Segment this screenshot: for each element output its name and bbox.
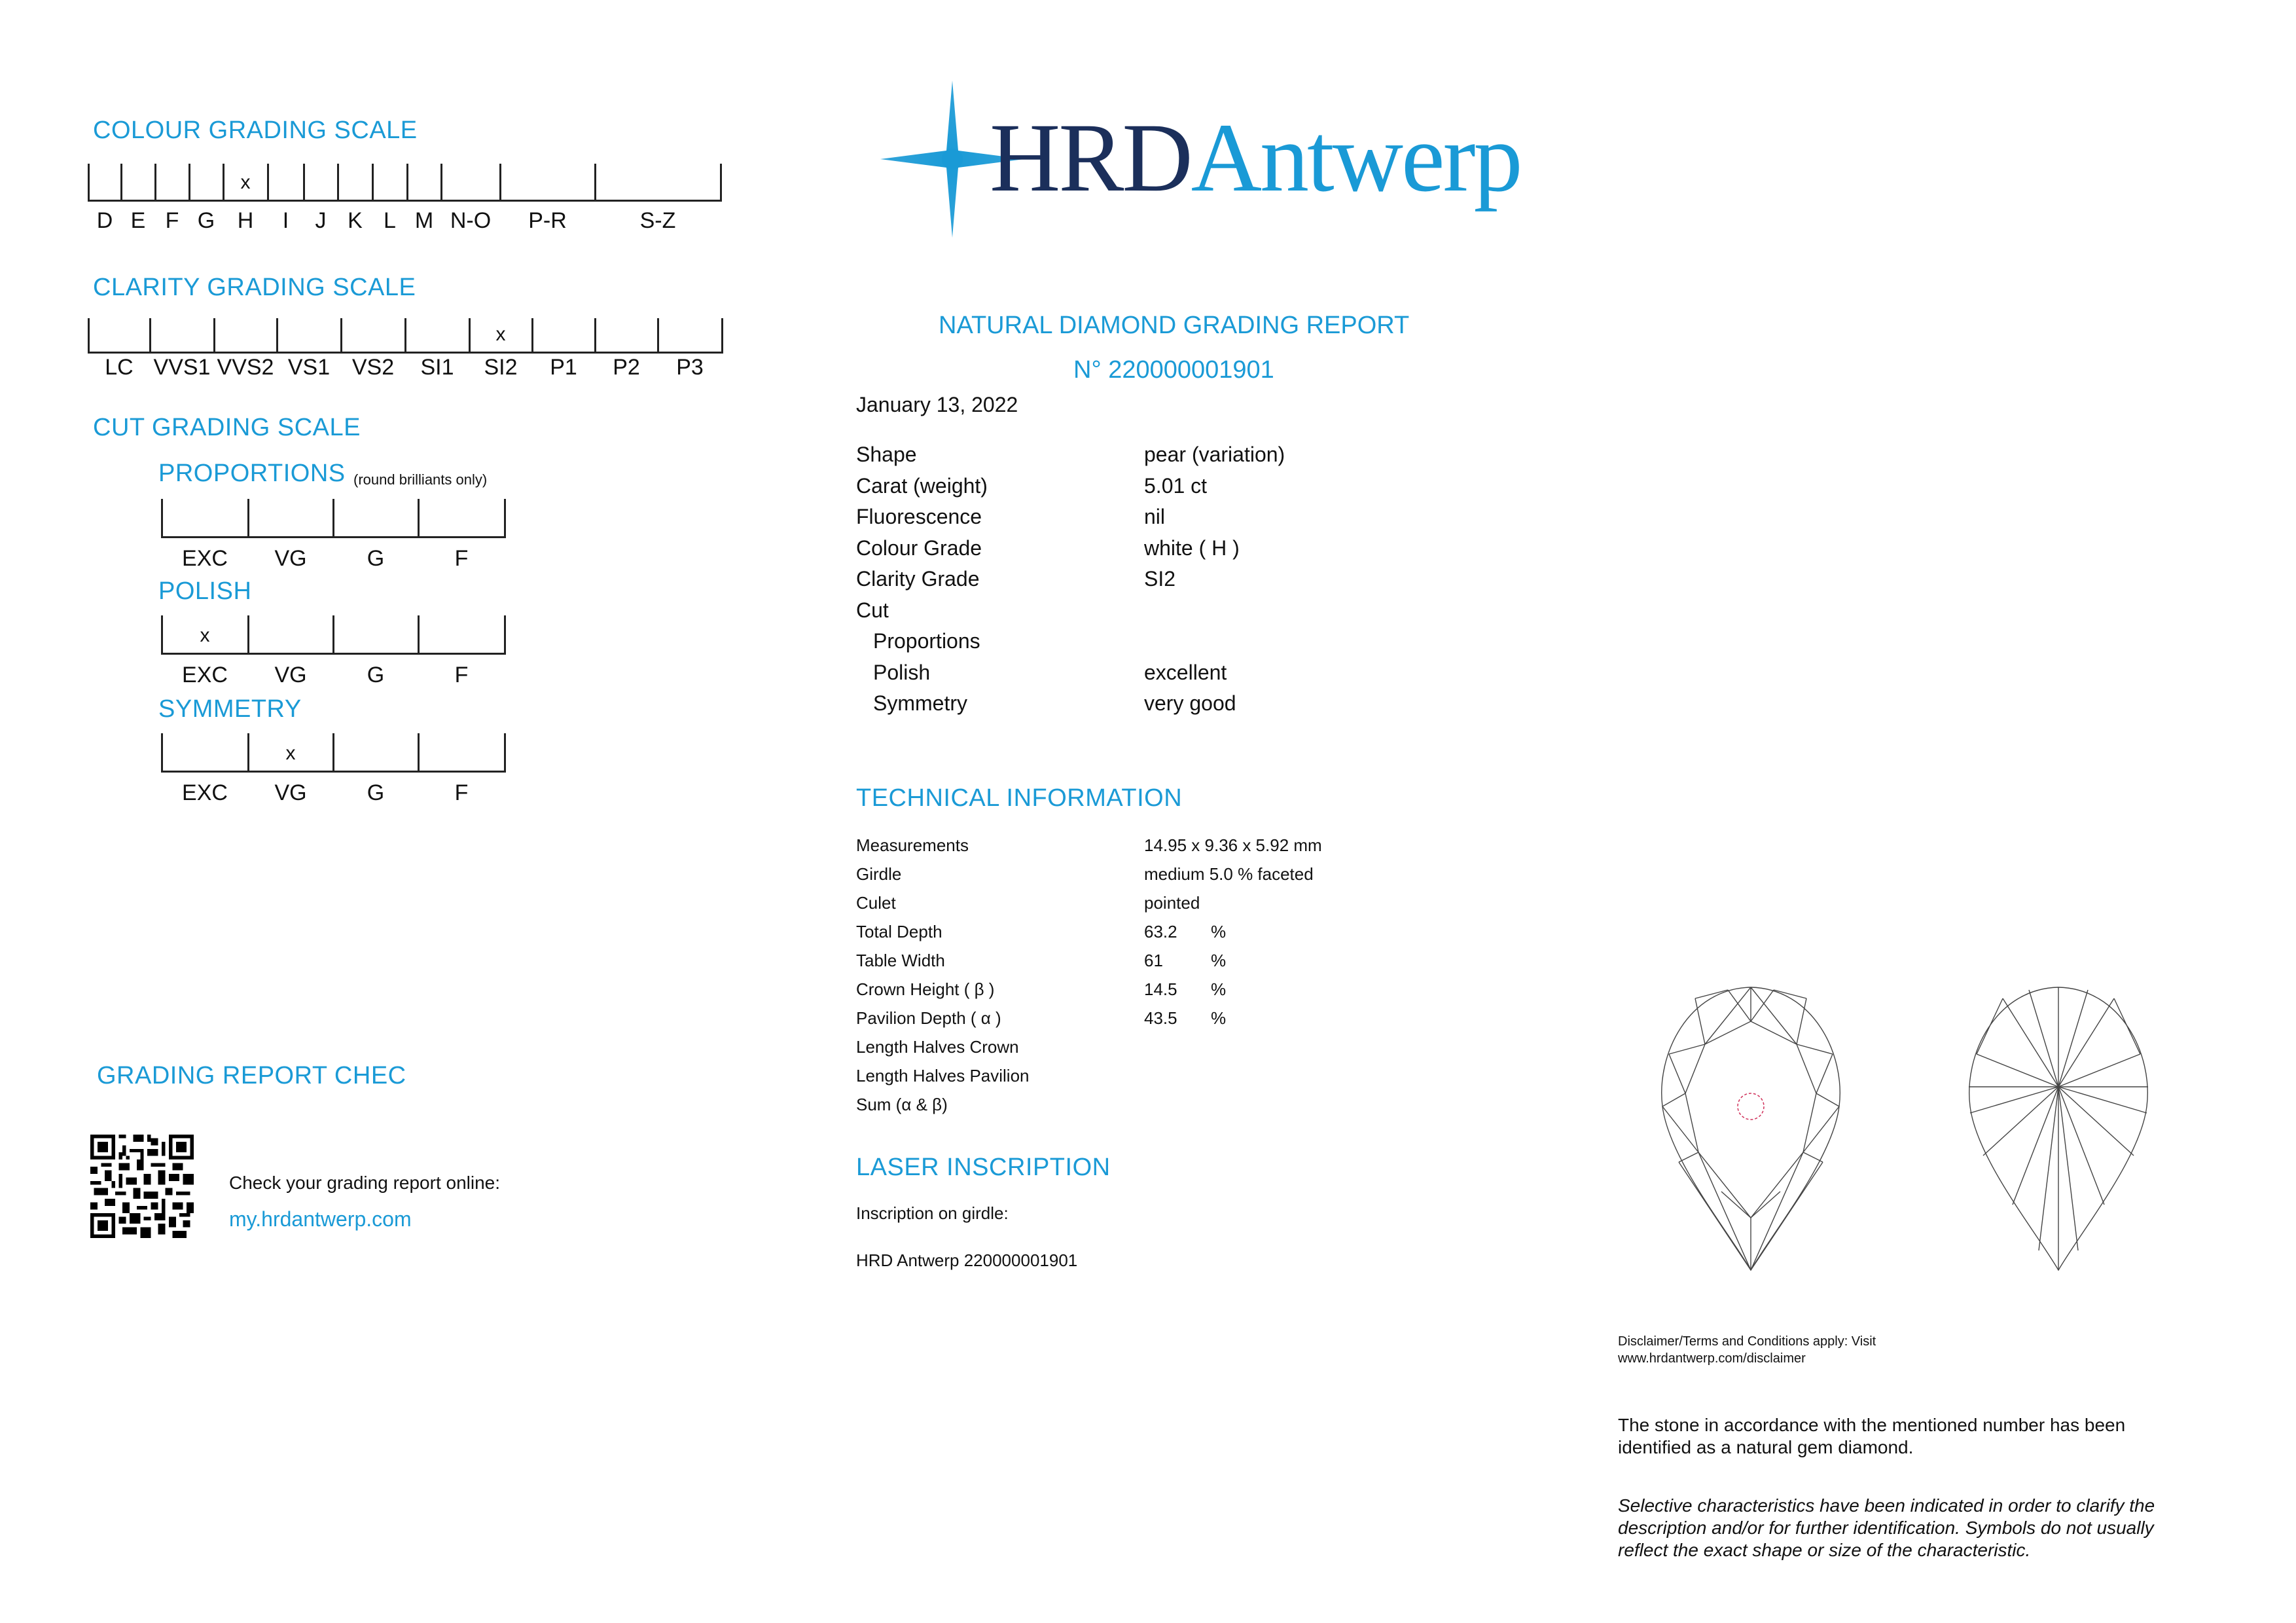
technical-label: Length Halves Crown: [856, 1037, 1019, 1057]
qr-code-icon[interactable]: [90, 1135, 194, 1238]
scale-label: P2: [613, 355, 640, 380]
symmetry-title: SYMMETRY: [158, 695, 302, 723]
clarity-scale-title: CLARITY GRADING SCALE: [93, 274, 416, 301]
inclusion-mark-icon: [1738, 1093, 1764, 1120]
scale-tick: [406, 164, 408, 202]
scale-tick: [440, 164, 442, 202]
scale-label: N-O: [450, 208, 492, 233]
scale-tick: [149, 318, 151, 354]
scale-label: F: [454, 663, 469, 687]
scale-tick: [188, 164, 190, 202]
scale-label: G: [367, 780, 385, 805]
cut-scale-title: CUT GRADING SCALE: [93, 414, 361, 441]
technical-label: Length Halves Pavilion: [856, 1066, 1030, 1085]
scale-tick: [337, 164, 339, 202]
report-field-label: Colour Grade: [856, 536, 982, 560]
scale-label: F: [165, 208, 179, 233]
check-prompt: Check your grading report online:: [229, 1173, 501, 1193]
scale-label: VVS2: [217, 355, 274, 380]
scale-label: G: [197, 208, 215, 233]
colour-scale-title: COLOUR GRADING SCALE: [93, 117, 418, 144]
scale-tick: [332, 615, 334, 655]
proportions-title: PROPORTIONS: [158, 460, 346, 487]
scale-label: I: [282, 208, 289, 233]
scale-label: VS1: [287, 355, 331, 380]
scale-label: D: [96, 208, 113, 233]
technical-label: Sum (α & β): [856, 1095, 948, 1114]
report-number: N° 220000001901: [1073, 356, 1274, 384]
report-date: January 13, 2022: [856, 393, 1018, 416]
check-link[interactable]: my.hrdantwerp.com: [229, 1207, 412, 1231]
report-field-value: 5.01 ct: [1144, 473, 1208, 498]
scale-tick: [720, 164, 722, 202]
scale-label: P-R: [528, 208, 567, 233]
logo-hrd: HRD: [990, 103, 1191, 212]
report-field-label: Proportions: [873, 629, 980, 653]
scale-tick: [120, 164, 122, 202]
scale-label: EXC: [182, 663, 228, 687]
technical-label: Culet: [856, 893, 896, 913]
polish-title: POLISH: [158, 577, 252, 605]
report-field-value: nil: [1144, 505, 1166, 528]
scale-tick: [504, 615, 506, 655]
disclaimer-line1: Disclaimer/Terms and Conditions apply: Visit: [1618, 1334, 1876, 1349]
technical-label: Measurements: [856, 835, 969, 855]
scale-tick: [161, 733, 163, 773]
crown-plot-diagram: [1656, 982, 1846, 1273]
scale-label: E: [130, 208, 146, 233]
check-title: GRADING REPORT CHEC: [97, 1062, 406, 1089]
hrd-logo: [877, 77, 1521, 241]
technical-label: Table Width: [856, 951, 945, 970]
scale-label: VG: [274, 546, 307, 571]
disclaimer-link[interactable]: www.hrdantwerp.com/disclaimer: [1618, 1351, 1806, 1366]
scale-mark: x: [240, 172, 251, 193]
report-field-value: very good: [1144, 691, 1236, 715]
technical-title: TECHNICAL INFORMATION: [856, 784, 1183, 812]
report-field-label: Fluorescence: [856, 505, 982, 528]
pavilion-plot-diagram: [1964, 982, 2153, 1273]
scale-label: S-Z: [639, 208, 676, 233]
report-field-label: Polish: [873, 660, 931, 684]
report-field-label: Carat (weight): [856, 473, 988, 498]
technical-unit: %: [1211, 922, 1227, 941]
scale-tick: [247, 615, 249, 655]
logo-antwerp: Antwerp: [1191, 103, 1521, 212]
scale-baseline: [88, 200, 722, 202]
scale-label: F: [454, 780, 469, 805]
technical-value: 61: [1144, 951, 1163, 970]
report-title: NATURAL DIAMOND GRADING REPORT: [939, 312, 1410, 339]
scale-tick: [267, 164, 269, 202]
identified-statement: The stone in accordance with the mentioned number has been identified as a natural gem diamond.: [1618, 1415, 2126, 1457]
scale-tick: [418, 733, 420, 773]
scale-label: EXC: [182, 546, 228, 571]
scale-mark: x: [285, 742, 296, 764]
proportions-note: (round brilliants only): [353, 471, 488, 488]
scale-label: VVS1: [153, 355, 211, 380]
scale-label: M: [414, 208, 434, 233]
scale-tick: [247, 733, 249, 773]
scale-tick: [531, 318, 533, 354]
laser-label: Inscription on girdle:: [856, 1203, 1009, 1223]
selective-statement: Selective characteristics have been indicated in order to clarify the description and/or for further identification. Symbols do not usually reflect the exact shape or size of the characteristic.: [1618, 1495, 2155, 1560]
technical-unit: %: [1211, 979, 1227, 999]
scale-label: G: [367, 546, 385, 571]
technical-value: 43.5: [1144, 1008, 1177, 1028]
technical-unit: %: [1211, 951, 1227, 970]
scale-tick: [418, 615, 420, 655]
scale-label: J: [315, 208, 327, 233]
scale-tick: [213, 318, 215, 354]
scale-tick: [247, 499, 249, 538]
scale-label: P3: [676, 355, 704, 380]
technical-value: pointed: [1144, 893, 1200, 913]
scale-label: VS2: [351, 355, 395, 380]
technical-label: Total Depth: [856, 922, 942, 941]
scale-tick: [332, 499, 334, 538]
scale-label: P1: [550, 355, 577, 380]
technical-label: Crown Height ( β ): [856, 979, 995, 999]
scale-tick: [594, 164, 596, 202]
scale-tick: [303, 164, 305, 202]
report-field-label: Clarity Grade: [856, 567, 980, 591]
scale-tick: [504, 499, 506, 538]
scale-label: H: [237, 208, 254, 233]
scale-label: EXC: [182, 780, 228, 805]
report-field-value: SI2: [1144, 567, 1176, 591]
scale-label: SI2: [484, 355, 518, 380]
technical-unit: %: [1211, 1008, 1227, 1028]
report-field-value: pear (variation): [1144, 443, 1285, 466]
scale-tick: [154, 164, 156, 202]
laser-title: LASER INSCRIPTION: [856, 1154, 1111, 1181]
scale-label: LC: [105, 355, 134, 380]
scale-label: L: [384, 208, 396, 233]
scale-label: K: [348, 208, 363, 233]
scale-tick: [223, 164, 224, 202]
technical-value: 63.2: [1144, 922, 1177, 941]
scale-label: G: [367, 663, 385, 687]
laser-text: HRD Antwerp 220000001901: [856, 1250, 1078, 1270]
scale-tick: [332, 733, 334, 773]
scale-tick: [276, 318, 278, 354]
scale-tick: [161, 499, 163, 538]
technical-value: medium 5.0 % faceted: [1144, 864, 1314, 884]
scale-tick: [499, 164, 501, 202]
scale-tick: [404, 318, 406, 354]
report-field-label: Cut: [856, 598, 889, 622]
report-field-value: white ( H ): [1144, 536, 1240, 560]
scale-tick: [418, 499, 420, 538]
scale-mark: x: [495, 323, 506, 345]
scale-tick: [504, 733, 506, 773]
technical-label: Girdle: [856, 864, 902, 884]
scale-tick: [594, 318, 596, 354]
scale-label: VG: [274, 780, 307, 805]
scale-tick: [657, 318, 659, 354]
report-field-value: excellent: [1144, 660, 1227, 684]
scale-tick: [340, 318, 342, 354]
scale-tick: [88, 318, 90, 354]
scale-tick: [469, 318, 471, 354]
scale-label: VG: [274, 663, 307, 687]
scale-tick: [721, 318, 723, 354]
scale-tick: [372, 164, 374, 202]
report-field-label: Symmetry: [873, 691, 967, 715]
scale-label: F: [454, 546, 469, 571]
scale-tick: [88, 164, 90, 202]
scale-mark: x: [200, 625, 210, 646]
logo-text: [990, 103, 1521, 212]
technical-value: 14.95 x 9.36 x 5.92 mm: [1144, 835, 1322, 855]
technical-value: 14.5: [1144, 979, 1177, 999]
scale-tick: [161, 615, 163, 655]
scale-label: SI1: [420, 355, 454, 380]
technical-label: Pavilion Depth ( α ): [856, 1008, 1001, 1028]
report-field-label: Shape: [856, 443, 917, 466]
